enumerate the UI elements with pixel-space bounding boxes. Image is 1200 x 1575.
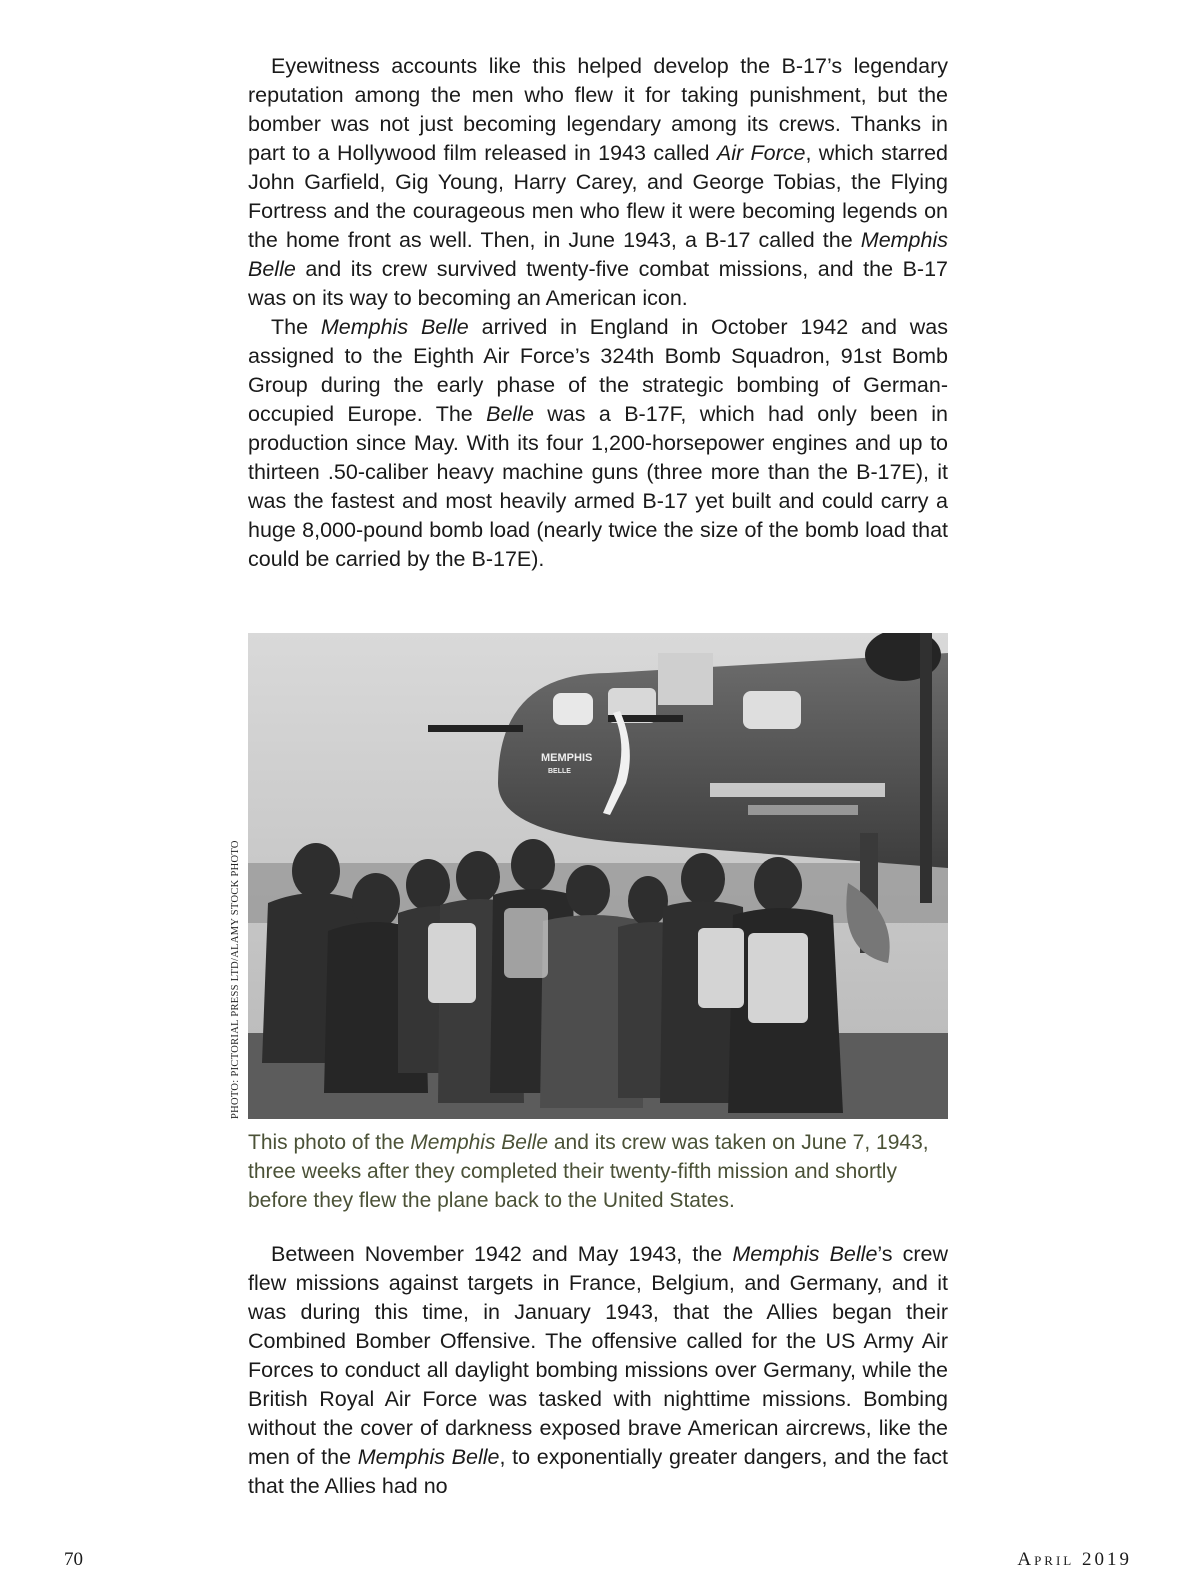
crew-photo <box>248 633 948 1119</box>
text-run: This photo of the <box>248 1131 411 1154</box>
plane-name: Memphis Belle <box>410 1131 549 1154</box>
nose-art-label: MEMPHIS <box>541 752 593 764</box>
page-number: 70 <box>64 1549 83 1570</box>
paragraph-1 <box>248 52 948 313</box>
plane-name: Memphis Belle <box>248 228 948 281</box>
paragraph-3 <box>248 1240 948 1501</box>
photo-credit: PHOTO: PICTORIAL PRESS LTD/ALAMY STOCK PHOTO <box>230 840 241 1119</box>
text-run: was a B-17F, which had only been in production since May. With its four 1,200-horsepower engines and up to thirteen .50-caliber heavy machine guns (three more than the B-17E), it was the fastest and most heavily armed B-17 yet built and could carry a huge 8,000-pound bomb load (nearly twice the size of the bomb load that could be carried by the B-17E). <box>248 402 948 571</box>
text-run: and its crew was taken on June 7, 1943, three weeks after they completed their twenty-fifth mission and shortly before they flew the plane back to the United States. <box>248 1131 929 1212</box>
text-run: The <box>271 315 321 339</box>
article-bottom <box>248 1240 948 1501</box>
nose-art-label: BELLE <box>548 768 571 775</box>
photo-caption <box>248 1128 948 1215</box>
text-run: , to exponentially greater dangers, and the fact that the Allies had no <box>248 1445 948 1498</box>
text-run: arrived in England in October 1942 and was assigned to the Eighth Air Force’s 324th Bomb Squadron, 91st Bomb Group during the early phase of the strategic bombing of German-occupied Europe. The <box>248 315 948 426</box>
text-run: ’s crew flew missions against targets in France, Belgium, and Germany, and it was during this time, in January 1943, that the Allies began their Combined Bomber Offensive. The offensive called for the US Army Air Forces to conduct all daylight bombing missions over Germany, while the British Royal Air Force was tasked with nighttime missions. Bombing without the cover of darkness exposed brave American aircrews, like the men of the <box>248 1242 949 1469</box>
plane-name: Memphis Belle <box>357 1445 500 1469</box>
issue-date: April 2019 <box>1017 1549 1132 1570</box>
paragraph-2 <box>248 313 948 574</box>
plane-name: Memphis Belle <box>732 1242 878 1266</box>
text-run: Between November 1942 and May 1943, the <box>271 1242 733 1266</box>
plane-name: Memphis Belle <box>320 315 469 339</box>
article-top <box>248 52 948 574</box>
film-title: Air Force <box>716 141 806 165</box>
text-run: Eyewitness accounts like this helped develop the B-17’s legendary reputation among the men who flew it for taking punishment, but the bomber was not just becoming legendary among its crews. Thanks in part to a Hollywood film released in 1943 called <box>248 54 948 165</box>
text-run: , which starred John Garfield, Gig Young, Harry Carey, and George Tobias, the Flying Fortress and the courageous men who flew it were becoming legends on the home front as well. Then, in June 1943, a B-17 called the <box>248 141 948 252</box>
text-run: and its crew survived twenty-five combat missions, and the B-17 was on its way to becoming an American icon. <box>248 257 948 310</box>
plane-name: Belle <box>486 402 534 426</box>
crew-photo-illustration <box>248 633 948 1119</box>
